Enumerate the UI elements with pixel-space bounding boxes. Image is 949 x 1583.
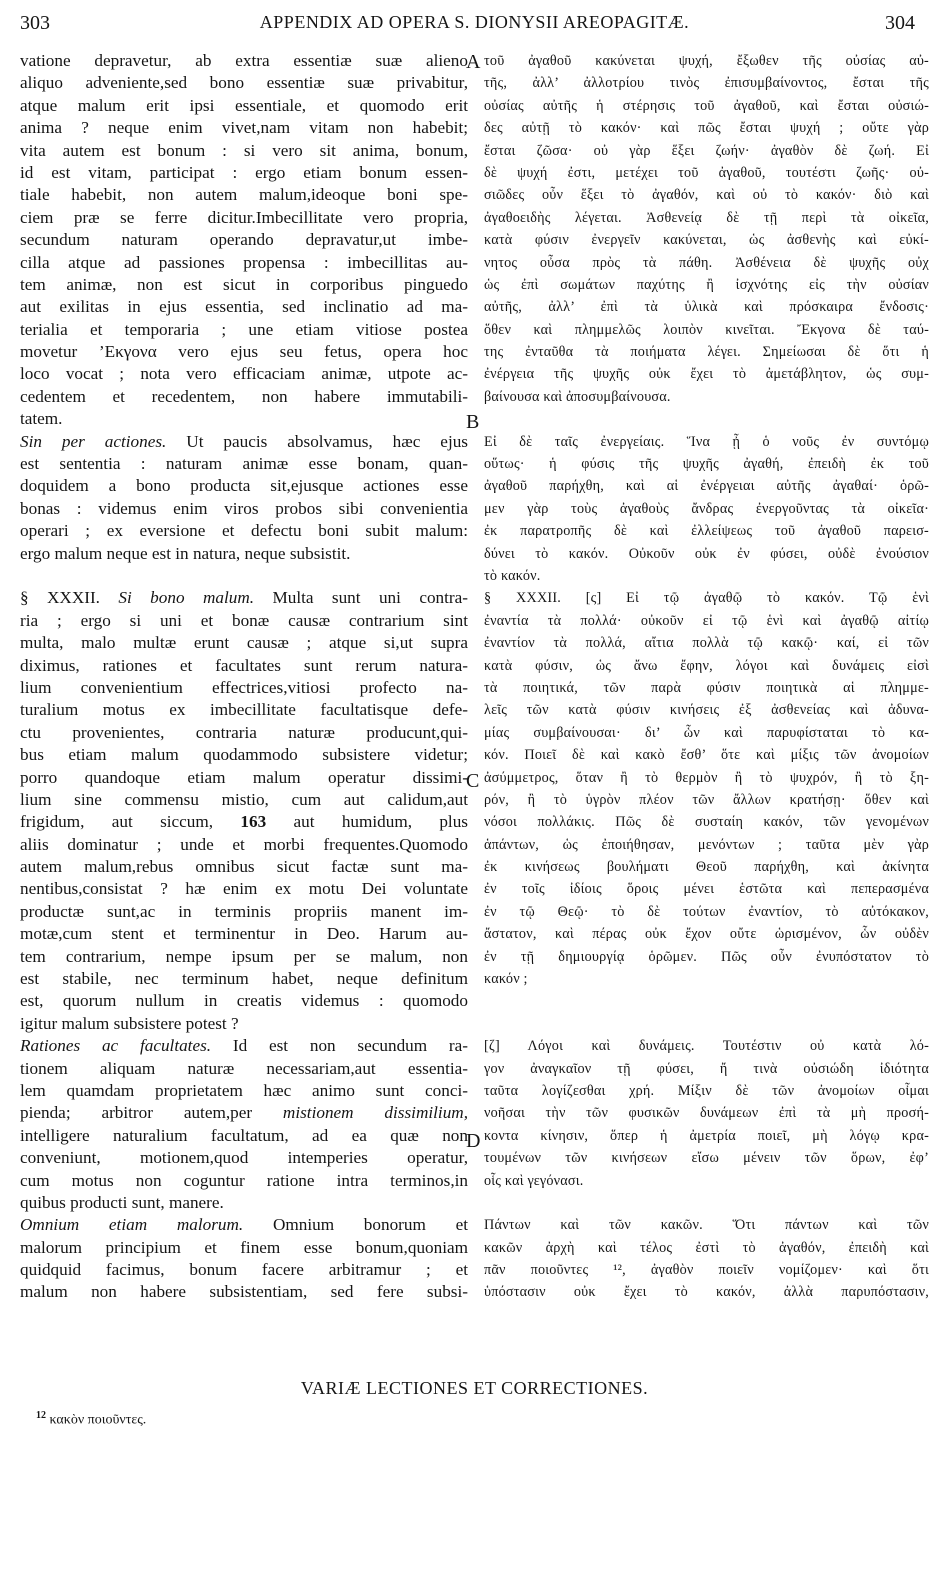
text-segment: id est vitam, participat : ergo etiam bonum essen- [20, 162, 468, 182]
greek-line [484, 1125, 929, 1147]
text-segment: κακῶν ἀρχὴ καὶ τέλος ἐστὶ τὸ ἀγαθόν, ἐπειδὴ καὶ [484, 1239, 929, 1256]
latin-line [20, 431, 468, 453]
text-segment: Omnium bonorum et [243, 1215, 468, 1235]
text-segment: τὸ κακόν. [484, 567, 541, 584]
latin-line [20, 363, 468, 385]
text-segment: ὡς ἐπὶ σωμάτων παχύτης ἢ ἰσχνότης εἰς τὴν οὐσίαν [484, 276, 929, 293]
latin-line [20, 767, 468, 789]
italic-lemma: Rationes ac facultates. [20, 1036, 212, 1056]
greek-line [484, 1259, 929, 1281]
text-segment: γον ἀναγκαῖον τῇ φύσει, ἤ τινὰ οὐσιώδη ἰδιότητα [484, 1060, 929, 1077]
greek-line [484, 140, 929, 162]
text-segment: ρόν, ἢ τὸ ὑγρὸν πλέον τῶν ἄλλων κρατήσῃ· ὅθεν καὶ [484, 791, 929, 808]
latin-line [20, 319, 468, 341]
running-title: APPENDIX AD OPERA S. DIONYSII AREOPAGITÆ. [259, 12, 690, 32]
text-segment: δὲ ψυχή ἐστι, μετέχει τοῦ ἀγαθοῦ, τουτέστι ζωῆς· οὐ- [484, 164, 929, 181]
column-number: 163 [240, 812, 267, 832]
text-segment: πᾶν ποιοῦντες ¹², ἀγαθὸν ποιεῖν νομίζομεν· καὶ ὅτι [484, 1262, 929, 1279]
text-segment: est, quorum nullum in creatis videmus : quomodo [20, 991, 468, 1011]
text-segment: aut humidum, plus [266, 812, 468, 832]
text-segment: autem malum,rebus omnibus sicut factæ sunt ma- [20, 857, 468, 877]
latin-line [20, 274, 468, 296]
greek-line [484, 274, 929, 296]
text-segment: σιῶδες οὖν ἕξει τὸ ἀγαθόν, καὶ οὐ τὸ κακόν· διὸ καὶ [484, 187, 929, 204]
greek-line [484, 453, 929, 475]
text-segment: cedentem et recedentem, non habere immutabili- [20, 386, 468, 406]
text-segment: est sententia : naturam animæ esse bonam, quan- [20, 454, 468, 474]
page-number-left: 303 [20, 12, 50, 34]
greek-line [484, 923, 929, 945]
latin-line [20, 1013, 468, 1035]
text-segment: quibus producti sunt, manere. [20, 1192, 224, 1212]
text-segment: ria ; ergo si uni et bonæ causæ contrarium sint [20, 610, 468, 630]
latin-line [20, 990, 468, 1012]
text-segment: lium sine commensu mistio, cum aut calidum,aut [20, 789, 468, 809]
latin-line [20, 229, 468, 251]
greek-line [484, 722, 929, 744]
latin-line [20, 923, 468, 945]
latin-line [20, 901, 468, 923]
text-segment: οἷς καὶ γεγόνασι. [484, 1172, 584, 1189]
latin-line [20, 834, 468, 856]
latin-line [20, 296, 468, 318]
latin-line [20, 1170, 468, 1192]
text-segment: motæ,cum stent et terminentur in Deo. Harum au- [20, 924, 468, 944]
greek-line [484, 587, 929, 609]
greek-line [484, 50, 929, 72]
text-segment: ἐναντίον τὰ πολλά, αἴτια πολλὰ τῷ κακῷ· καί, εἰ τῶν [484, 635, 929, 652]
greek-line [484, 834, 929, 856]
margin-marker-c: C [466, 770, 480, 792]
latin-line [20, 1281, 468, 1303]
text-segment: aliis dominatur ; unde et morbi frequentes.Quomodo [20, 834, 468, 854]
latin-line [20, 498, 468, 520]
text-segment: § XXXII. [ς] Εἰ τῷ ἀγαθῷ τὸ κακόν. Τῷ ἑνὶ [484, 590, 929, 607]
text-segment: ἔσται ζῶσα· οὐ γὰρ ἕξει ζωήν· ἀγαθὸν δὲ ζωή. Εἰ [484, 142, 929, 159]
text-segment: λεῖς τῶν κατὰ φύσιν κινήσεις ἐξ ἀσθενείας καὶ ἀδυνα- [484, 702, 929, 719]
greek-line [484, 386, 929, 408]
text-segment: est stabile, nec terminum habet, neque definitum [20, 969, 468, 989]
text-segment: ergo malum neque est in natura, neque subsistit. [20, 543, 351, 563]
greek-line [484, 1080, 929, 1102]
latin-line [20, 722, 468, 744]
text-segment: vatione depravetur, ab extra essentiæ suæ alieno [20, 51, 468, 70]
text-segment: κακόν ; [484, 971, 528, 988]
margin-marker-d: D [466, 1130, 481, 1152]
text-segment: οὕτως· ἡ φύσις τῆς ψυχῆς ἀγαθή, ἐπειδὴ ἐκ τοῦ [484, 456, 929, 473]
greek-line [484, 363, 929, 385]
text-segment: ctu provenientes, contraria naturæ producunt,qui- [20, 722, 468, 742]
text-segment: tatem. [20, 409, 63, 429]
text-segment: τὰ ποιητικά, τῶν παρὰ φύσιν ποιητικὰ αἱ πλημμε- [484, 679, 929, 696]
greek-line [484, 677, 929, 699]
text-segment: Πάντων καὶ τῶν κακῶν. Ὅτι πάντων καὶ τῶν [484, 1217, 929, 1234]
text-segment: conveniunt, motionem,quod intemperies operatur, [20, 1148, 468, 1168]
latin-line [20, 878, 468, 900]
text-segment: atque malum erit ipsi essentiale, et quomodo erit [20, 95, 468, 115]
text-segment: ἐν τοῖς ἰδίοις ὅροις μένει ἑστῶτα καὶ πεπερασμένα [484, 881, 929, 898]
text-segment: lium convenientium effectrices,vitiosi profecto na- [20, 677, 468, 697]
text-segment: ciem præ se ferre dicitur.Imbecillitate vero propria, [20, 207, 468, 227]
text-segment: malorum principium et finem esse bonum,quoniam [20, 1237, 468, 1257]
text-segment: operari ; ex eversione et defectu boni subit malum: [20, 521, 468, 541]
latin-line [20, 1102, 468, 1124]
latin-line [20, 677, 468, 699]
text-segment: cum motus non coguntur ratione intra terminos,in [20, 1170, 468, 1190]
latin-line [20, 1125, 468, 1147]
page-header [0, 0, 949, 40]
text-segment: αὐτῆς, ἀλλ’ ἐπὶ τὰ ὑλικὰ καὶ πρόσκαιρα ἔνδοσις· [484, 299, 929, 316]
greek-line [484, 252, 929, 274]
greek-line [484, 1170, 929, 1192]
greek-line [484, 1214, 929, 1236]
text-segment: ἐκ παρατροπῆς δὲ καὶ ἐλλείψεως τοῦ ἀγαθοῦ παρεισ- [484, 523, 929, 540]
latin-line [20, 95, 468, 117]
text-segment: ἐν τῷ Θεῷ· τὸ δὲ τούτων ἐναντίον, τὸ αὐτόκακον, [484, 903, 929, 920]
text-segment: μίας συμβαίνουσαι· δι’ ὧν καὶ παρυφίσταται τὸ κα- [484, 724, 929, 741]
text-segment: loco vocat ; nota vero efficaciam animæ, utpote ac- [20, 364, 468, 384]
text-segment: bonas : videmus enim viros probos sibi convenientia [20, 498, 468, 518]
greek-line [484, 1147, 929, 1169]
latin-line [20, 655, 468, 677]
text-segment: ἁπάντων, ὡς ἐποιήθησαν, μενόντων ; ταῦτα μὲν γὰρ [484, 836, 929, 853]
greek-line [484, 878, 929, 900]
latin-line [20, 543, 468, 565]
latin-line [20, 1058, 468, 1080]
latin-line [20, 453, 468, 475]
variae-lectiones-heading: VARIÆ LECTIONES ET CORRECTIONES. [300, 1378, 649, 1398]
text-segment: aut exilitas in ejus essentia, sed inclinatio ad ma- [20, 297, 468, 317]
latin-line [20, 386, 468, 408]
text-segment: κόν. Ποιεῖ δὲ καὶ κακὸ ἔσθ’ ὅτε καὶ μίξις τῶν ἀνομοίων [484, 747, 929, 764]
text-segment: § XXXII. [20, 588, 119, 608]
latin-line [20, 252, 468, 274]
latin-line [20, 1214, 468, 1236]
latin-line [20, 968, 468, 990]
text-segment: ὅθεν καὶ πλημμελῶς λοιπὸν κινεῖται. Ἔκγονα δὲ ταύ- [484, 321, 929, 338]
latin-line [20, 856, 468, 878]
text-segment: movetur ’Εκγονα vero ejus seu fetus, opera hoc [20, 342, 468, 362]
footnote-number: 12 [36, 1410, 46, 1421]
text-segment: secundum naturam operando depravatur,ut imbe- [20, 230, 468, 250]
italic-lemma: Omnium etiam malorum. [20, 1215, 244, 1235]
italic-lemma: Si bono malum. [118, 588, 255, 608]
greek-line [484, 744, 929, 766]
greek-line [484, 565, 929, 587]
margin-marker-b: B [466, 411, 480, 433]
text-segment: κατὰ φύσιν, ὡς ἄνω ἔφην, λόγοι καὶ δυνάμεις εἰσὶ [484, 657, 929, 674]
latin-line [20, 72, 468, 94]
paragraph-gap [484, 408, 929, 430]
page-number-right: 304 [885, 12, 915, 34]
latin-line [20, 946, 468, 968]
text-segment: diximus, rationes et facultates sunt rerum natura- [20, 655, 468, 675]
text-segment: μεν γὰρ τοὺς ἀγαθοὺς ἄνδρας ἐνεργοῦντας τὰ οἰκεῖα· [484, 500, 929, 517]
text-segment: νόσοι πολλάκις. Πῶς δὲ συσταίη κακόν, τῶν γενομένων [484, 814, 929, 831]
latin-line [20, 50, 468, 72]
text-segment: ὑπόστασιν οὐκ ἔχει τὸ κακόν, ἀλλὰ παρυπόστασιν, [484, 1284, 929, 1301]
paragraph-gap [484, 1192, 929, 1214]
text-segment: ἄστατον, καὶ πέρας οὐκ ἔχον οὔτε ὡρισμένον, ὧν οὐδὲν [484, 926, 929, 943]
paragraph-gap [484, 990, 929, 1012]
latin-line [20, 744, 468, 766]
text-segment: porro quandoque etiam malum operatur dissimi- [20, 767, 468, 787]
greek-line [484, 655, 929, 677]
greek-line [484, 162, 929, 184]
latin-column [20, 50, 468, 1304]
text-segment: anima ? neque enim vivet,nam vitam non habebit; [20, 118, 468, 138]
text-segment: ἀγαθοῦ παρήχθη, καὶ αἱ ἐνέργειαι αὐτῆς ἀγαθαί· ὁρῶ- [484, 478, 929, 495]
text-segment: Id est non secundum ra- [211, 1036, 468, 1056]
text-segment: aliquo adveniente,sed bono essentiæ suæ privabitur, [20, 73, 468, 93]
text-segment: bus etiam malum quodammodo subsistere videtur; [20, 745, 468, 765]
greek-line [484, 767, 929, 789]
latin-line [20, 1192, 468, 1214]
latin-line [20, 184, 468, 206]
text-segment: Multa sunt uni contra- [254, 588, 468, 608]
text-segment: cilla atque ad passiones propensa : imbecillitas au- [20, 252, 468, 272]
italic-lemma: mistionem dissimilium, [282, 1103, 468, 1123]
text-segment: δύνει τὸ κακόν. Οὐκοῦν οὐκ ἐν φύσει, οὐδὲ ἐνούσιον [484, 545, 929, 562]
text-segment: τῆς, ἀλλ’ ἀλλοτρίου τινὸς ἐπισυμβαίνοντος, ἔσται τῆς [484, 75, 929, 92]
latin-line [20, 140, 468, 162]
text-segment: lem quamdam proprietatem hæc animo sunt conci- [20, 1080, 468, 1100]
greek-line [484, 184, 929, 206]
greek-line [484, 520, 929, 542]
greek-line [484, 1281, 929, 1303]
latin-line [20, 1147, 468, 1169]
text-segment: ταῦτα λογίζεσθαι χρή. Μίξιν δὲ τῶν ἀνομοίων οἶμαι [484, 1082, 929, 1099]
greek-line [484, 856, 929, 878]
text-segment: tionem aliquam naturæ necessariam,aut essentia- [20, 1058, 468, 1078]
greek-line [484, 1102, 929, 1124]
latin-line [20, 1237, 468, 1259]
text-segment: Ut paucis absolvamus, hæc ejus [166, 431, 468, 451]
text-segment: ἐναντία τὰ πολλά· οὐκοῦν εἰ τῷ ἑνὶ καὶ ἀγαθῷ αἰτίῳ [484, 612, 929, 629]
text-segment: intelligere naturalium facultatum, ad ea quæ non [20, 1125, 468, 1145]
greek-line [484, 475, 929, 497]
text-segment: ἀγαθοειδὴς λέγεται. Ἀσθενείᾳ δὲ τῇ περὶ τὰ οἰκεῖα, [484, 209, 929, 226]
text-segment: δες αὐτῇ τὸ κακόν· καὶ πῶς ἔσται ψυχή ; οὔτε γὰρ [484, 120, 929, 137]
latin-line [20, 520, 468, 542]
latin-line [20, 610, 468, 632]
latin-line [20, 1035, 468, 1057]
greek-line [484, 117, 929, 139]
text-segment: tem animæ, non est sicut in corporibus pinguedo [20, 274, 468, 294]
text-segment: της ἐνταῦθα τὰ ποιήματα λέγει. Σημείωσαι δὲ ὅτι ἡ [484, 344, 929, 361]
greek-line [484, 1058, 929, 1080]
latin-line [20, 789, 468, 811]
text-segment: quidquid facimus, bonum facere arbitramur ; et [20, 1260, 468, 1280]
text-segment: ἐν τῇ δημιουργίᾳ ὁρῶμεν. Πῶς οὖν ἐνυπόστατον τὸ [484, 948, 929, 965]
text-segment: νητος οὖσα πρὸς τὰ πάθη. Ἀσθένεια δὲ ψυχῆς οὐχ [484, 254, 929, 271]
text-segment: [ζ] Λόγοι καὶ δυνάμεις. Τουτέστιν οὐ κατὰ λό- [484, 1038, 929, 1055]
greek-line [484, 207, 929, 229]
latin-line [20, 811, 468, 833]
greek-line [484, 968, 929, 990]
text-segment: ἐκ κινήσεως βουλήματι Θεοῦ παρήχθη, καὶ ἀκίνητα [484, 859, 929, 876]
text-segment: frigidum, aut siccum, [20, 812, 241, 832]
latin-line [20, 162, 468, 184]
text-segment: malum non habere subsistentiam, sed fere subsi- [20, 1282, 468, 1302]
paragraph-gap [484, 1013, 929, 1035]
text-segment: τοῦ ἀγαθοῦ κακύνεται ψυχή, ἔξωθεν τῆς οὐσίας αὐ- [484, 53, 929, 69]
greek-line [484, 341, 929, 363]
latin-line [20, 632, 468, 654]
latin-line [20, 341, 468, 363]
latin-line [20, 207, 468, 229]
greek-line [484, 789, 929, 811]
greek-line [484, 610, 929, 632]
latin-line [20, 587, 468, 609]
latin-line [20, 1259, 468, 1281]
greek-column [484, 50, 929, 1304]
paragraph-gap [20, 565, 468, 587]
latin-line [20, 408, 468, 430]
latin-line [20, 699, 468, 721]
text-segment: doquidem a bono producta sit,ejusque actiones esse [20, 476, 468, 496]
greek-line [484, 1237, 929, 1259]
greek-line [484, 319, 929, 341]
text-segment: pienda; arbitror autem,per [20, 1103, 283, 1123]
text-segment: multa, malo multæ erunt causæ ; atque si,ut supra [20, 633, 468, 653]
greek-line [484, 431, 929, 453]
text-segment: igitur malum subsistere potest ? [20, 1013, 239, 1033]
footnote [36, 1410, 146, 1429]
text-segment: ἀσύμμετρος, ὅταν ἢ τὸ θερμὸν ἢ τὸ ψυχρόν, ἢ τὸ ξη- [484, 769, 929, 786]
text-segment: vita autem est bonum : si vero sit anima, bonum, [20, 140, 468, 160]
greek-line [484, 1035, 929, 1057]
greek-line [484, 699, 929, 721]
text-segment: νοῆσαι τὴν τῶν φυσικῶν δυνάμεων ἐπὶ τὰ μὴ προσή- [484, 1105, 929, 1122]
greek-line [484, 632, 929, 654]
italic-lemma: Sin per actiones. [20, 431, 167, 451]
latin-line [20, 1080, 468, 1102]
greek-line [484, 543, 929, 565]
greek-line [484, 498, 929, 520]
greek-line [484, 946, 929, 968]
latin-line [20, 475, 468, 497]
greek-line [484, 95, 929, 117]
latin-line [20, 117, 468, 139]
text-segment: terialia et temporaria ; une etiam vitiose postea [20, 319, 468, 339]
greek-line [484, 72, 929, 94]
text-segment: productæ sunt,ac in terminis propriis manent im- [20, 901, 468, 921]
text-segment: ἐνέργεια τῆς ψυχῆς οὐκ ἔχει τὸ ἀμετάβλητον, ὡς συμ- [484, 366, 929, 383]
text-segment: κατὰ φύσιν ἐνεργεῖν κακύνεται, ὡς ἀσθενὴς καὶ εὐκί- [484, 232, 929, 249]
margin-marker-a: A [466, 51, 481, 73]
text-segment: nentibus,consistat ? hæ enim ex motu Dei voluntate [20, 879, 468, 899]
text-segment: τουμένων τῶν κινήσεων εἴσω μένειν τῶν ὅρων, ἐφ’ [484, 1150, 929, 1167]
text-segment: κοντα κίνησιν, ὅπερ ἡ ἀμετρία ποιεῖ, μὴ λόγῳ κρα- [484, 1127, 929, 1144]
footnote-text: κακὸν ποιοῦντες. [46, 1412, 147, 1428]
text-segment: tiale habebit, non autem malum,ideoque boni spe- [20, 185, 468, 205]
text-segment: Εἰ δὲ ταῖς ἐνεργείαις. Ἵνα ᾖ ὁ νοῦς ἐν συντόμῳ [484, 433, 929, 450]
greek-line [484, 901, 929, 923]
text-segment: tem contrarium, nempe ipsum per se malum, non [20, 946, 468, 966]
text-segment: βαίνουσα καὶ ἀποσυμβαίνουσα. [484, 388, 671, 405]
greek-line [484, 229, 929, 251]
greek-line [484, 811, 929, 833]
text-segment: οὐσίας αὐτῆς ἡ στέρησις τοῦ ἀγαθοῦ, καὶ ἔσται οὐσιώ- [484, 97, 929, 114]
greek-line [484, 296, 929, 318]
text-segment: turalium motus ex imbecillitate facultatisque defe- [20, 700, 468, 720]
